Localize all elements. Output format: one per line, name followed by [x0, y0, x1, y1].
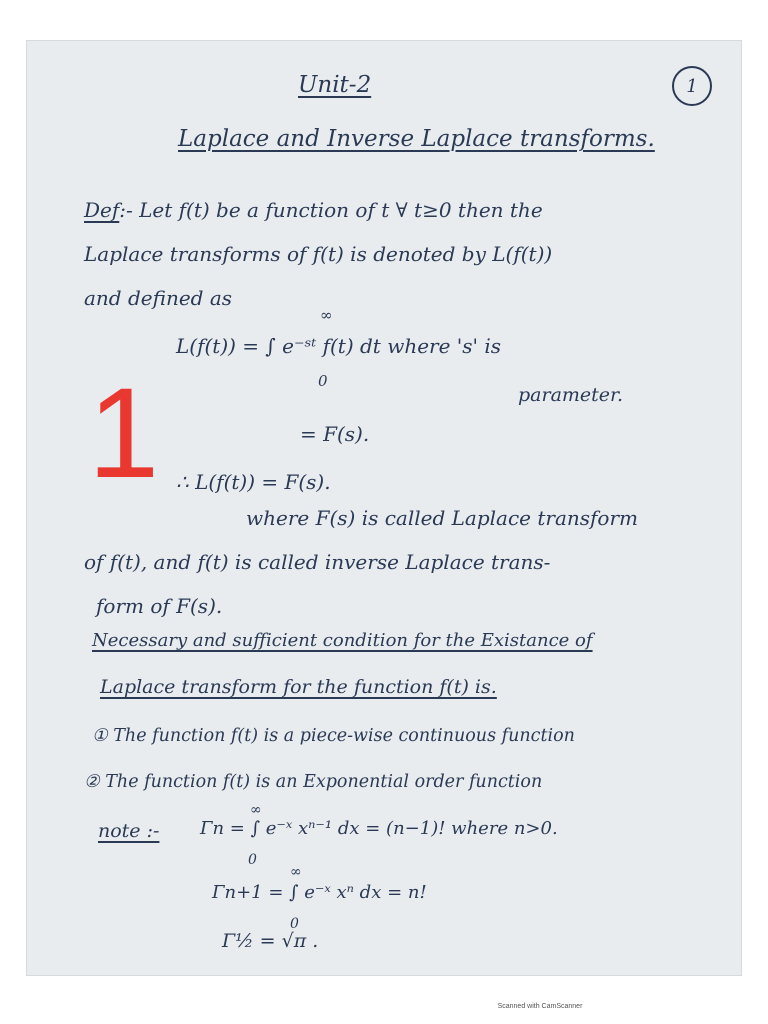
gamma-2-upper-limit: ∞ — [290, 864, 302, 880]
condition-item-2: ② The function f(t) is an Exponential order function — [84, 772, 543, 792]
equals-fs: = F(s). — [300, 422, 370, 446]
gamma-half: Γ½ = √π . — [222, 930, 319, 952]
red-page-annotation: 1 — [88, 362, 160, 505]
gamma-function-definition: Γn = ∫ e⁻ˣ xⁿ⁻¹ dx = (n−1)! where n>0. — [200, 818, 558, 839]
unit-heading: Unit-2 — [298, 72, 372, 98]
definition-label: Def — [84, 198, 120, 222]
parameter-note: parameter. — [518, 384, 624, 406]
page-title: Laplace and Inverse Laplace transforms. — [178, 126, 655, 152]
integral-lower-limit: 0 — [318, 372, 328, 390]
laplace-definition-equation: L(f(t)) = ∫ e⁻ˢᵗ f(t) dt where 's' is — [176, 334, 502, 358]
condition-item-1: ① The function f(t) is a piece-wise continuous function — [92, 726, 575, 746]
page-number: 1 — [686, 75, 698, 97]
where-line-3: form of F(s). — [96, 594, 223, 618]
scanner-watermark: Scanned with CamScanner — [497, 1003, 583, 1010]
gamma-2-lower-limit: 0 — [290, 916, 299, 932]
condition-heading-line-1: Necessary and sufficient condition for the Existance of — [92, 630, 593, 651]
page-number-circle — [672, 66, 712, 106]
where-line-1: where F(s) is called Laplace transform — [246, 506, 638, 530]
condition-heading-line-2: Laplace transform for the function f(t) is. — [100, 676, 497, 698]
therefore-equation: ∴ L(f(t)) = F(s). — [176, 470, 331, 494]
gamma-1-lower-limit: 0 — [248, 852, 257, 868]
definition-line-3: and defined as — [84, 286, 233, 310]
note-label: note :- — [98, 820, 160, 842]
where-line-2: of f(t), and f(t) is called inverse Laplace trans- — [84, 550, 551, 574]
definition-text: :- Let f(t) be a function of t ∀ t≥0 then the — [119, 198, 543, 222]
definition-line-1 — [84, 198, 543, 222]
gamma-n-plus-1: Γn+1 = ∫ e⁻ˣ xⁿ dx = n! — [212, 882, 427, 903]
gamma-1-upper-limit: ∞ — [250, 802, 262, 818]
definition-line-2: Laplace transforms of f(t) is denoted by L(f(t)) — [84, 242, 553, 266]
integral-upper-limit: ∞ — [320, 306, 333, 324]
